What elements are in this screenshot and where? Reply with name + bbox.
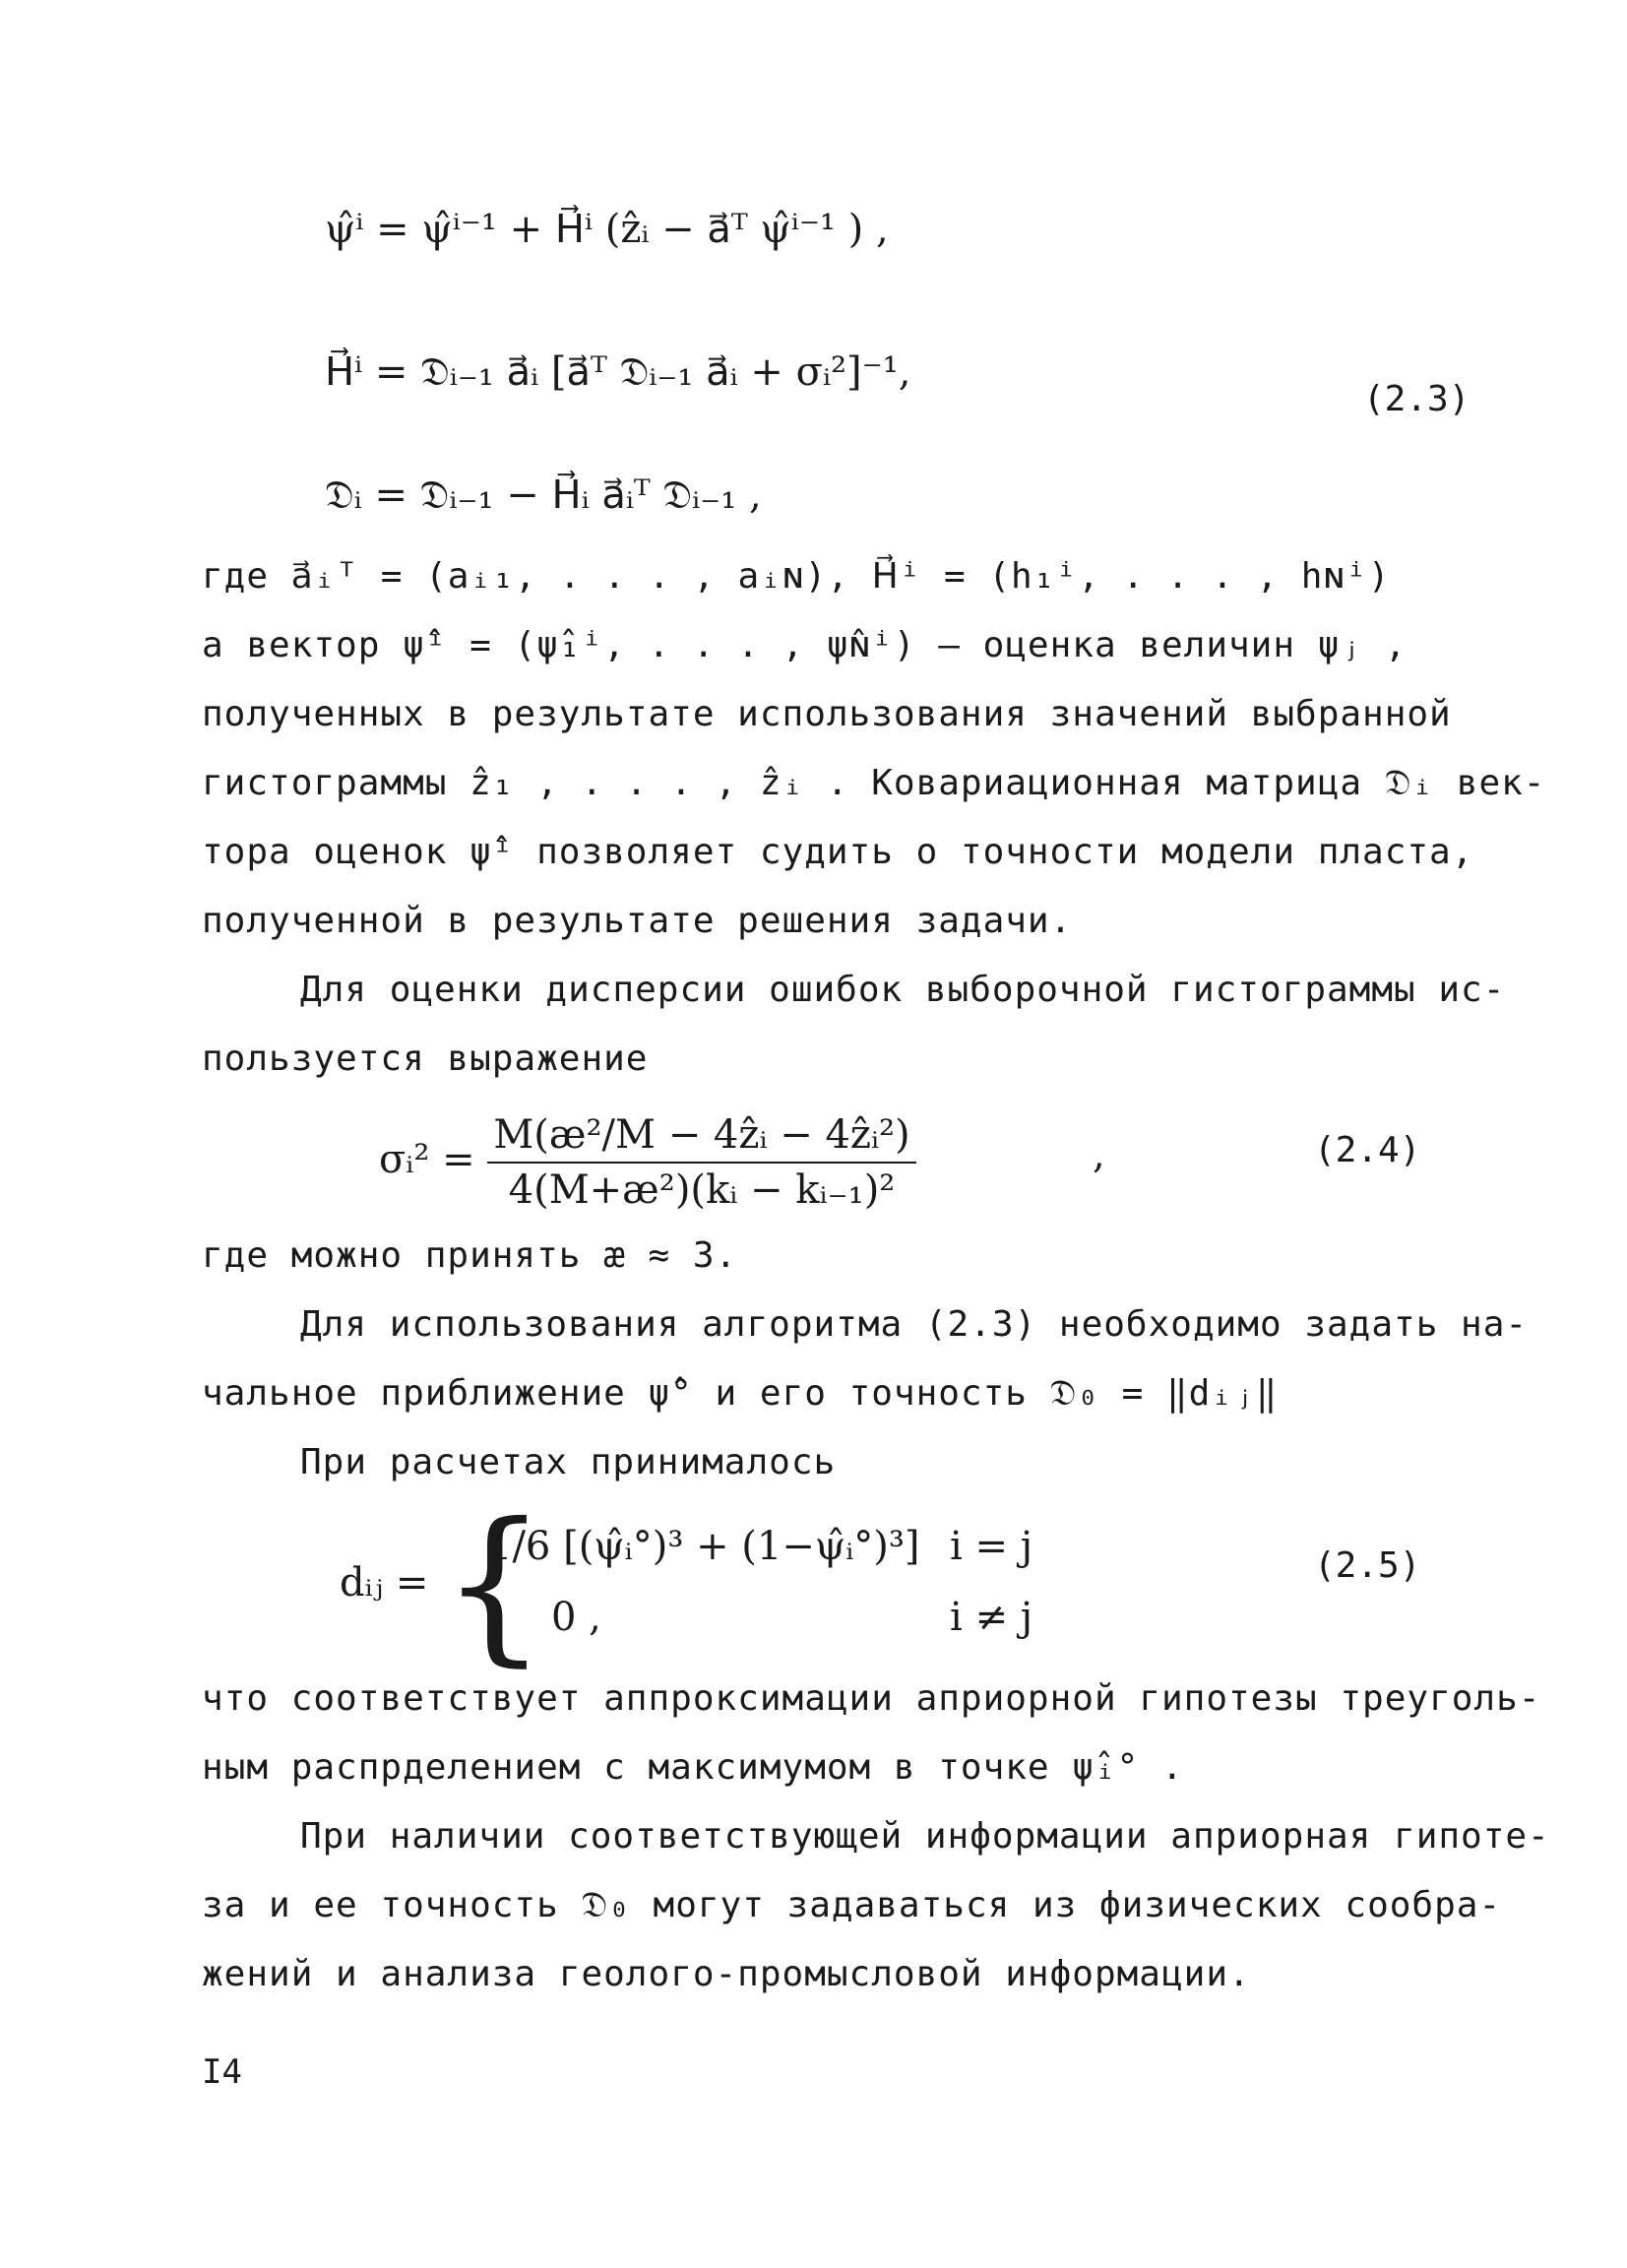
text-line-09: где можно принять æ ≈ 3. [202,1235,738,1276]
text-line-10: Для использования алгоритма (2.3) необходимо задать на- [300,1304,1529,1345]
equation-2-5-case-1-condition: i = j [950,1524,1033,1569]
equation-2-5-case-1-value: 1/6 [(ψ̂ᵢ°)³ + (1−ψ̂ᵢ°)³] [487,1524,920,1569]
text-line-06: полученной в результате решения задачи. [202,901,1073,941]
equation-2-3-line-2: H⃗ⁱ = 𝔇ᵢ₋₁ a⃗ᵢ [a⃗ᵀ 𝔇ᵢ₋₁ a⃗ᵢ + σᵢ²]⁻¹, [325,349,911,395]
equation-2-4-fraction [487,1112,915,1213]
text-line-14: ным распрделением с максимумом в точке ψ̂ᵢ° . [202,1747,1184,1788]
text-line-16: за и ее точность 𝔇₀ могут задаваться из физических сообра- [202,1885,1502,1925]
equation-2-4-lhs: σᵢ² = [379,1137,475,1182]
equation-2-5-number: (2.5) [1314,1545,1421,1586]
equation-2-4-denominator: 4(M+æ²)(kᵢ − kᵢ₋₁)² [508,1167,896,1213]
text-line-04: гистограммы ẑ₁ , . . . , ẑᵢ . Ковариационная матрица 𝔇ᵢ век- [202,763,1546,803]
equation-2-4-comma: , [1093,1132,1105,1177]
text-line-03: полученных в результате использования значений выбранной [202,694,1452,734]
text-line-15: При наличии соответствующей информации априорная гипоте- [300,1816,1550,1857]
page-number: I4 [202,2052,242,2092]
text-line-17: жений и анализа геолого-промысловой информации. [202,1954,1251,1994]
text-line-01: где a⃗ᵢᵀ = (aᵢ₁, . . . , aᵢɴ), H⃗ⁱ = (h₁ⁱ, . . . , hɴⁱ) [202,556,1391,597]
text-line-07: Для оценки дисперсии ошибок выборочной гистограммы ис- [300,970,1506,1010]
equation-2-3-line-1: ψ̂ⁱ = ψ̂ⁱ⁻¹ + H⃗ⁱ (ẑᵢ − a⃗ᵀ ψ̂ⁱ⁻¹ ) , [325,207,889,252]
text-line-11: чальное приближение ψ̂° и его точность 𝔇₀ = ‖dᵢⱼ‖ [202,1373,1279,1414]
equation-2-5-lhs: dᵢⱼ = [340,1560,429,1606]
text-line-02: а вектор ψ̂ⁱ = (ψ̂₁ⁱ, . . . , ψ̂ɴⁱ) – оценка величин ψⱼ , [202,625,1408,665]
equation-2-3-line-3: 𝔇ᵢ = 𝔇ᵢ₋₁ − H⃗ᵢ a⃗ᵢᵀ 𝔇ᵢ₋₁ , [325,472,762,518]
text-line-13: что соответствует аппроксимации априорной гипотезы треуголь- [202,1678,1541,1719]
equation-2-4-numerator: M(æ²/M − 4ẑᵢ − 4ẑᵢ²) [487,1112,915,1164]
text-line-05: тора оценок ψ̂ⁱ позволяет судить о точности модели пласта, [202,832,1474,872]
equation-2-5-case-2-value: 0 , [551,1595,601,1640]
equation-2-3-number: (2.3) [1363,379,1471,419]
equation-2-4-number: (2.4) [1314,1130,1421,1170]
equation-2-5-case-2-condition: i ≠ j [950,1595,1033,1640]
equation-2-5-brace: { [441,1487,548,1682]
text-line-08: пользуется выражение [202,1039,649,1079]
text-line-12: При расчетах принималось [300,1442,837,1482]
equation-2-4 [379,1112,916,1213]
